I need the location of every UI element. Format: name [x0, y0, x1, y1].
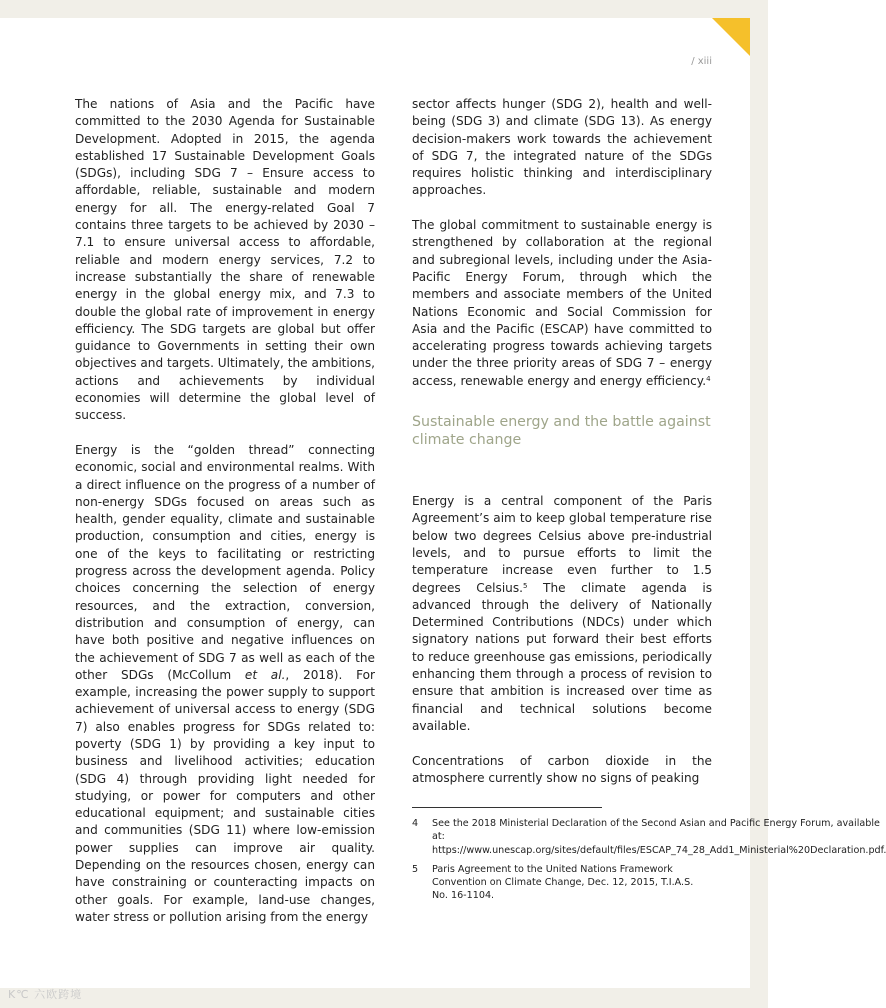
footnote-text: Paris Agreement to the United Nations Framework Convention on Climate Change, Dec. 12, 2015, T.I.A.S. No. 16-1104. — [432, 863, 694, 902]
footnote-number: 5 — [412, 863, 419, 875]
footnote-number: 4 — [412, 818, 419, 830]
page-number: / xiii — [691, 56, 712, 67]
paragraph-co2-concentrations: Concentrations of carbon dioxide in the atmosphere currently show no signs of peaking — [412, 753, 712, 785]
watermark: K℃ 六欧跨境 — [8, 988, 83, 1001]
paragraph-paris-agreement: Energy is a central component of the Paris Agreement’s aim to keep global temperature rise below two degrees Celsius above pre-industrial levels, and to pursue efforts to limit the temperature increase even further to 1.5 degrees Celsius.$^5$ The climate agenda is advanced through the delivery of Nationally Determined Contributions (NDCs) under which signatory nations put forward their best efforts to reduce greenhouse gas emissions, periodically enhancing them through a process of revision to ensure that ambition is increased over time as financial and technical solutions become available. — [412, 494, 712, 733]
footnote-ref-5[interactable]: 5 — [523, 581, 528, 590]
paragraph-sdg-agenda: The nations of Asia and the Pacific have committed to the 2030 Agenda for Sustainable Development. Adopted in 2015, the agenda established 17 Sustainable Development Goals (SDGs), including SDG 7 – Ensure access to affordable, reliable, sustainable and modern energy for all. The energy-related Goal 7 contains three targets to be achieved by 2030 – 7.1 to ensure universal access to affordable, reliable and modern energy services, 7.2 to increase substantially the share of renewable energy in the global energy mix, and 7.3 to double the global rate of improvement in energy efficiency. The SDG targets are global but offer guidance to Governments in setting their own objectives and targets. Ultimately, the ambitions, actions and achievements by individual economies will determine the global level of success. — [75, 97, 375, 423]
paragraph-global-commitment: The global commitment to sustainable energy is strengthened by collaboration at the regional and subregional levels, including under the Asia-Pacific Energy Forum, through which the members and associate members of the United Nations Economic and Social Commission for Asia and the Pacific (ESCAP) have committed to accelerating progress towards achieving targets under the three priority areas of SDG 7 – energy access, renewable energy and energy efficiency.$^4$ — [412, 218, 712, 388]
footnote-divider — [412, 807, 602, 808]
section-heading: Sustainable energy and the battle against climate change — [412, 414, 711, 449]
footnote-ref-4[interactable]: 4 — [706, 374, 711, 383]
corner-accent — [712, 18, 750, 56]
paragraph-golden-thread: Energy is the “golden thread” connecting economic, social and environmental realms. With a direct influence on the progress of a number of non-energy SDGs focused on areas such as health, gender equality, climate and sustainable production, consumption and cities, energy is one of the keys to facilitating or restricting progress across the development agenda. Policy choices concerning the selection of energy resources, and the extraction, conversion, distribution and consumption of energy, can have both positive and negative influences on the achievement of SDG 7 as well as each of the other SDGs (McCollum et al., 2018). For example, increasing the power supply to support achievement of universal access to energy (SDG 7) also enables progress for SDGs related to: poverty (SDG 1) by providing a key input to business and livelihood activities; education (SDG 4) through providing light needed for studying, or power for computers and other educational equipment; and sustainable cities and communities (SDG 11) where low-emission power supplies can improve air quality. Depending on the resources chosen, energy can have constraining or counteracting impacts on other goals. For example, land-use changes, water stress or pollution arising from the energy — [75, 442, 375, 924]
footnote-text: See the 2018 Ministerial Declaration of the Second Asian and Pacific Energy Forum, available at: https://www.unescap.org/sites/default/files/ESCAP_74_28_Add1_Ministerial%20Declaration.pdf. — [432, 818, 886, 856]
footnote-4 — [412, 817, 886, 857]
right-column — [412, 96, 886, 908]
paragraph-sector-affects: sector affects hunger (SDG 2), health and well-being (SDG 3) and climate (SDG 13). As energy decision-makers work towards the achievement of SDG 7, the integrated nature of the SDGs requires holistic thinking and interdisciplinary approaches. — [412, 97, 712, 198]
left-column — [75, 96, 375, 944]
footnote-5 — [412, 863, 712, 903]
